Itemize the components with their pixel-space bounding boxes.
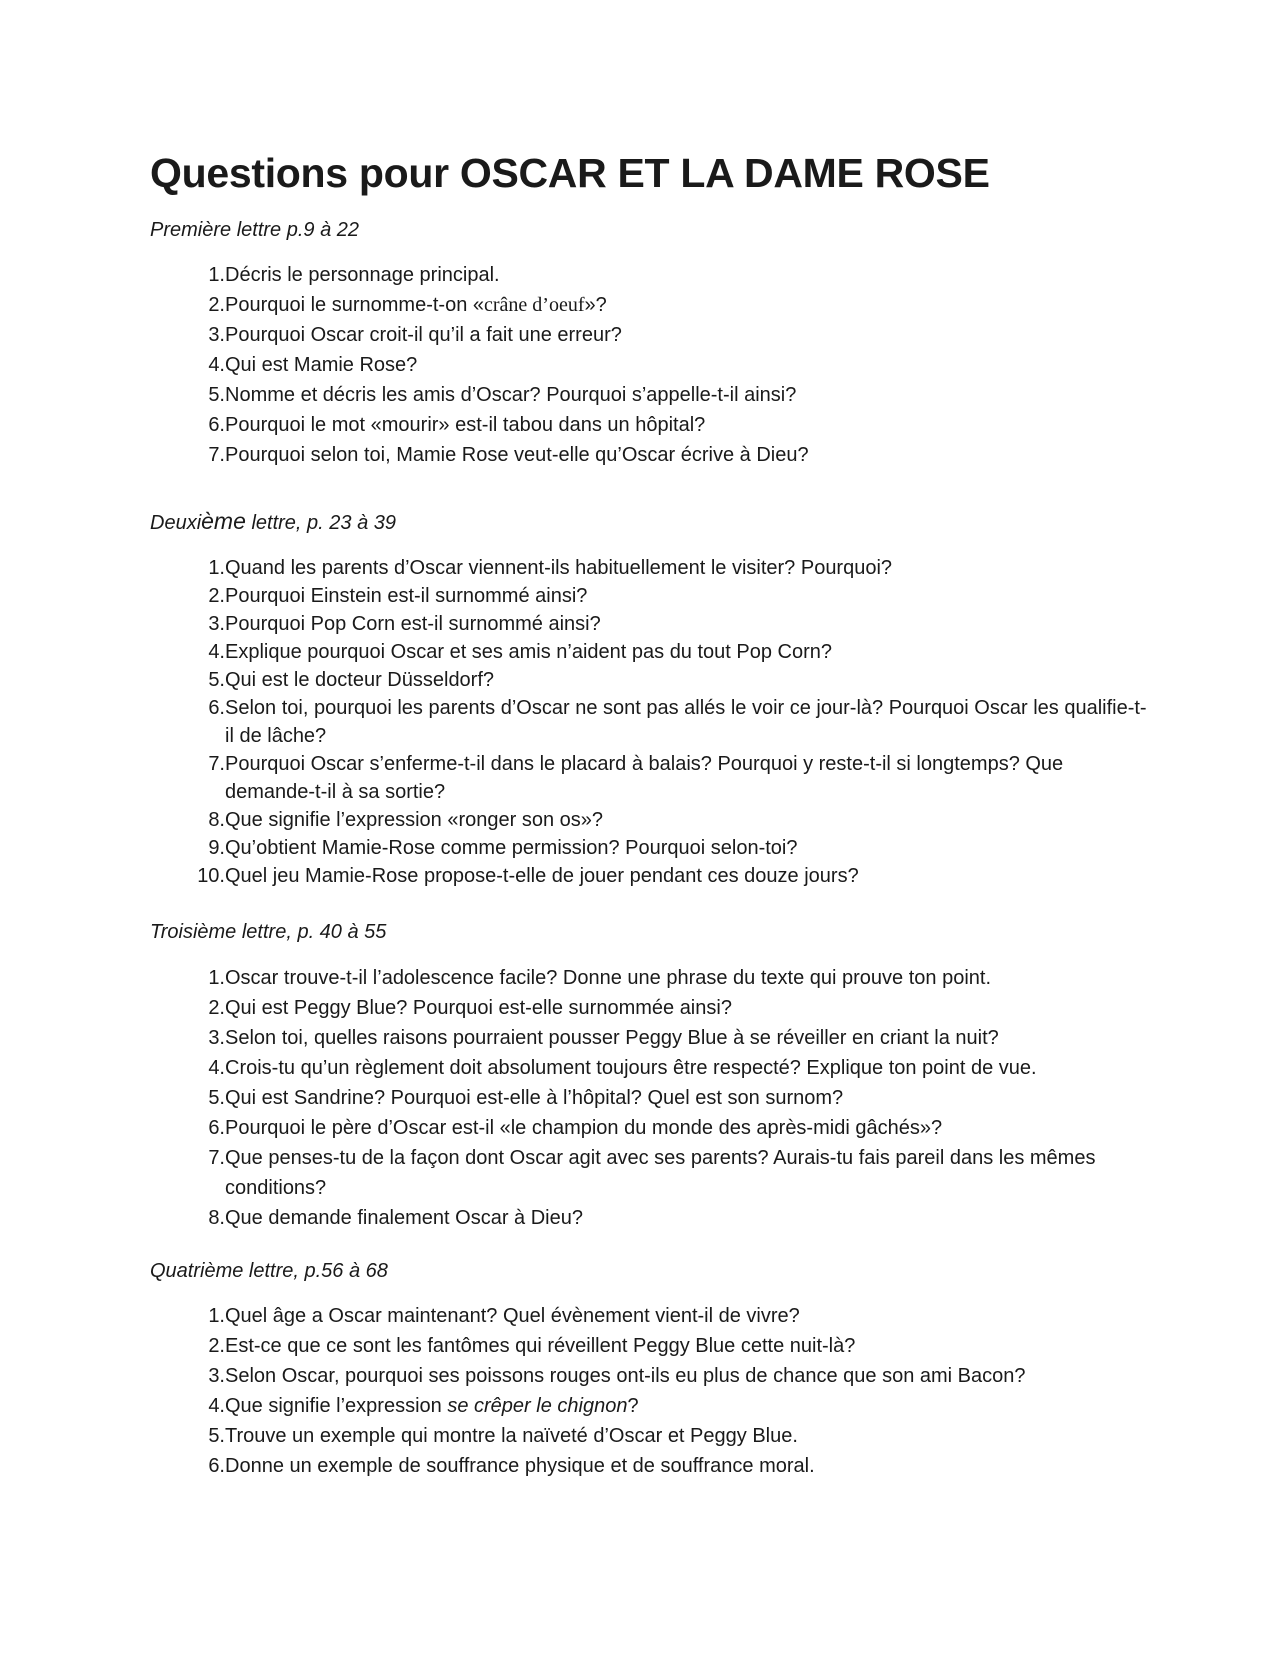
- section-heading: Quatrième lettre, p.56 à 68: [150, 1260, 388, 1282]
- question-number: 8.: [208, 1207, 225, 1229]
- question-item: [150, 582, 1150, 610]
- question-text: Trouve un exemple qui montre la naïveté d’Oscar et Peggy Blue.: [225, 1425, 798, 1447]
- question-number: 4.: [208, 641, 225, 663]
- question-item: [150, 1083, 1150, 1113]
- question-text: Pourquoi le mot «mourir» est-il tabou dans un hôpital?: [225, 414, 706, 436]
- question-text-part: Que signifie l’expression: [225, 1395, 448, 1417]
- question-text: Que signifie l’expression «ronger son os»?: [225, 809, 603, 831]
- question-list: [150, 260, 1150, 470]
- question-number: 6.: [208, 1117, 225, 1139]
- question-item: [150, 1053, 1150, 1083]
- section-quatrieme-lettre: [150, 1257, 1150, 1477]
- question-text: Est-ce que ce sont les fantômes qui réveillent Peggy Blue cette nuit-là?: [225, 1335, 856, 1357]
- question-text: Donne un exemple de souffrance physique et de souffrance moral.: [225, 1455, 815, 1477]
- question-number: 3.: [208, 613, 225, 635]
- question-text: Qu’obtient Mamie-Rose comme permission? Pourquoi selon-toi?: [225, 837, 798, 859]
- question-number: 6.: [208, 414, 225, 436]
- question-number: 3.: [208, 324, 225, 346]
- question-item: [150, 1113, 1150, 1143]
- section-heading-part: Deuxi: [150, 512, 202, 534]
- section-heading: [150, 507, 1150, 537]
- question-item: [150, 834, 1150, 862]
- question-item: [150, 1331, 1150, 1361]
- question-number: 4.: [208, 1057, 225, 1079]
- section-deuxieme-lettre: [150, 507, 1150, 887]
- section-heading-part: lettre, p. 23 à 39: [245, 512, 396, 534]
- question-number: 6.: [208, 1455, 225, 1477]
- question-item: [150, 1143, 1150, 1203]
- section-heading: Première lettre p.9 à 22: [150, 219, 359, 241]
- question-text: Que penses-tu de la façon dont Oscar agit avec ses parents? Aurais-tu fais pareil dans les mêmes conditions?: [225, 1147, 1096, 1199]
- question-number: 8.: [208, 809, 225, 831]
- question-item: [150, 260, 1150, 290]
- question-item: [150, 638, 1150, 666]
- question-item: [150, 1301, 1150, 1331]
- question-item: [150, 554, 1150, 582]
- question-item: [150, 1361, 1150, 1391]
- question-number: 7.: [208, 444, 225, 466]
- question-text: Pourquoi Pop Corn est-il surnommé ainsi?: [225, 613, 601, 635]
- question-item: [150, 380, 1150, 410]
- question-text: Qui est Mamie Rose?: [225, 354, 418, 376]
- page-title: Questions pour OSCAR ET LA DAME ROSE: [150, 150, 990, 196]
- question-number: 5.: [208, 1087, 225, 1109]
- question-number: 3.: [208, 1027, 225, 1049]
- question-list: [150, 963, 1150, 1233]
- question-text: Pourquoi Oscar croit-il qu’il a fait une erreur?: [225, 324, 622, 346]
- question-item: [150, 410, 1150, 440]
- section-premiere-lettre: [150, 216, 1150, 466]
- question-item: [150, 750, 1150, 806]
- question-number: 5.: [208, 669, 225, 691]
- question-text: Selon toi, quelles raisons pourraient pousser Peggy Blue à se réveiller en criant la nuit?: [225, 1027, 999, 1049]
- question-item: [150, 993, 1150, 1023]
- question-number: 9.: [208, 837, 225, 859]
- question-text-part: Pourquoi le surnomme-t-on «: [225, 294, 485, 316]
- question-item: [150, 1391, 1150, 1421]
- question-text: [225, 1391, 1150, 1421]
- question-item: [150, 694, 1150, 750]
- question-number: 7.: [208, 753, 225, 775]
- question-number: 2.: [208, 294, 225, 316]
- question-text-part: »?: [584, 294, 607, 316]
- question-text: Pourquoi Oscar s’enferme-t-il dans le placard à balais? Pourquoi y reste-t-il si longtemps? Que demande-t-il à sa sortie?: [225, 753, 1064, 803]
- question-number: 5.: [208, 384, 225, 406]
- question-number: 2.: [208, 997, 225, 1019]
- question-item: [150, 320, 1150, 350]
- question-number: 1.: [208, 1305, 225, 1327]
- question-list: [150, 554, 1150, 890]
- question-number: 5.: [208, 1425, 225, 1447]
- section-troisieme-lettre: [150, 918, 1150, 1229]
- question-text: Quel âge a Oscar maintenant? Quel évènement vient-il de vivre?: [225, 1305, 800, 1327]
- question-item: [150, 1421, 1150, 1451]
- question-text: Qui est Sandrine? Pourquoi est-elle à l’hôpital? Quel est son surnom?: [225, 1087, 844, 1109]
- question-item: [150, 1023, 1150, 1053]
- question-text: Que demande finalement Oscar à Dieu?: [225, 1207, 583, 1229]
- question-text: Pourquoi selon toi, Mamie Rose veut-elle qu’Oscar écrive à Dieu?: [225, 444, 809, 466]
- question-number: 1.: [208, 557, 225, 579]
- question-text: Pourquoi le père d’Oscar est-il «le champion du monde des après-midi gâchés»?: [225, 1117, 943, 1139]
- question-text: Quand les parents d’Oscar viennent-ils habituellement le visiter? Pourquoi?: [225, 557, 893, 579]
- question-text: Explique pourquoi Oscar et ses amis n’aident pas du tout Pop Corn?: [225, 641, 833, 663]
- question-item: [150, 350, 1150, 380]
- question-item: [150, 963, 1150, 993]
- question-item: [150, 862, 1150, 890]
- question-text: Qui est le docteur Düsseldorf?: [225, 669, 495, 691]
- question-number: 6.: [208, 697, 225, 719]
- question-text: Qui est Peggy Blue? Pourquoi est-elle surnommée ainsi?: [225, 997, 732, 1019]
- question-number: 2.: [208, 1335, 225, 1357]
- question-text: Pourquoi Einstein est-il surnommé ainsi?: [225, 585, 588, 607]
- question-number: 2.: [208, 585, 225, 607]
- question-text-serif: crâne d’oeuf: [484, 294, 585, 316]
- question-number: 1.: [208, 264, 225, 286]
- question-text: Selon toi, pourquoi les parents d’Oscar ne sont pas allés le voir ce jour-là? Pourquoi Oscar les qualifie-t-il de lâche?: [225, 697, 1147, 747]
- question-item: [150, 440, 1150, 470]
- question-item: [150, 1203, 1150, 1233]
- question-number: 10.: [197, 865, 225, 887]
- question-number: 1.: [208, 967, 225, 989]
- question-item: [150, 610, 1150, 638]
- question-number: 4.: [208, 354, 225, 376]
- question-text: Nomme et décris les amis d’Oscar? Pourquoi s’appelle-t-il ainsi?: [225, 384, 797, 406]
- question-text-italic: se crêper le chignon: [447, 1395, 628, 1417]
- question-number: 4.: [208, 1395, 225, 1417]
- question-list: [150, 1301, 1150, 1481]
- question-number: 7.: [208, 1147, 225, 1169]
- question-number: 3.: [208, 1365, 225, 1387]
- question-text: Quel jeu Mamie-Rose propose-t-elle de jouer pendant ces douze jours?: [225, 865, 859, 887]
- question-text: Selon Oscar, pourquoi ses poissons rouges ont-ils eu plus de chance que son ami Bacon?: [225, 1365, 1026, 1387]
- question-text: [225, 290, 1150, 320]
- section-heading: Troisième lettre, p. 40 à 55: [150, 921, 387, 943]
- question-item: [150, 666, 1150, 694]
- section-heading-styled: ème: [201, 508, 246, 534]
- question-item: [150, 1451, 1150, 1481]
- question-text: Oscar trouve-t-il l’adolescence facile? Donne une phrase du texte qui prouve ton point.: [225, 967, 992, 989]
- question-text-part: ?: [627, 1395, 639, 1417]
- question-item: [150, 806, 1150, 834]
- question-text: Crois-tu qu’un règlement doit absolument toujours être respecté? Explique ton point de vue.: [225, 1057, 1037, 1079]
- question-text: Décris le personnage principal.: [225, 264, 500, 286]
- question-item: [150, 290, 1150, 320]
